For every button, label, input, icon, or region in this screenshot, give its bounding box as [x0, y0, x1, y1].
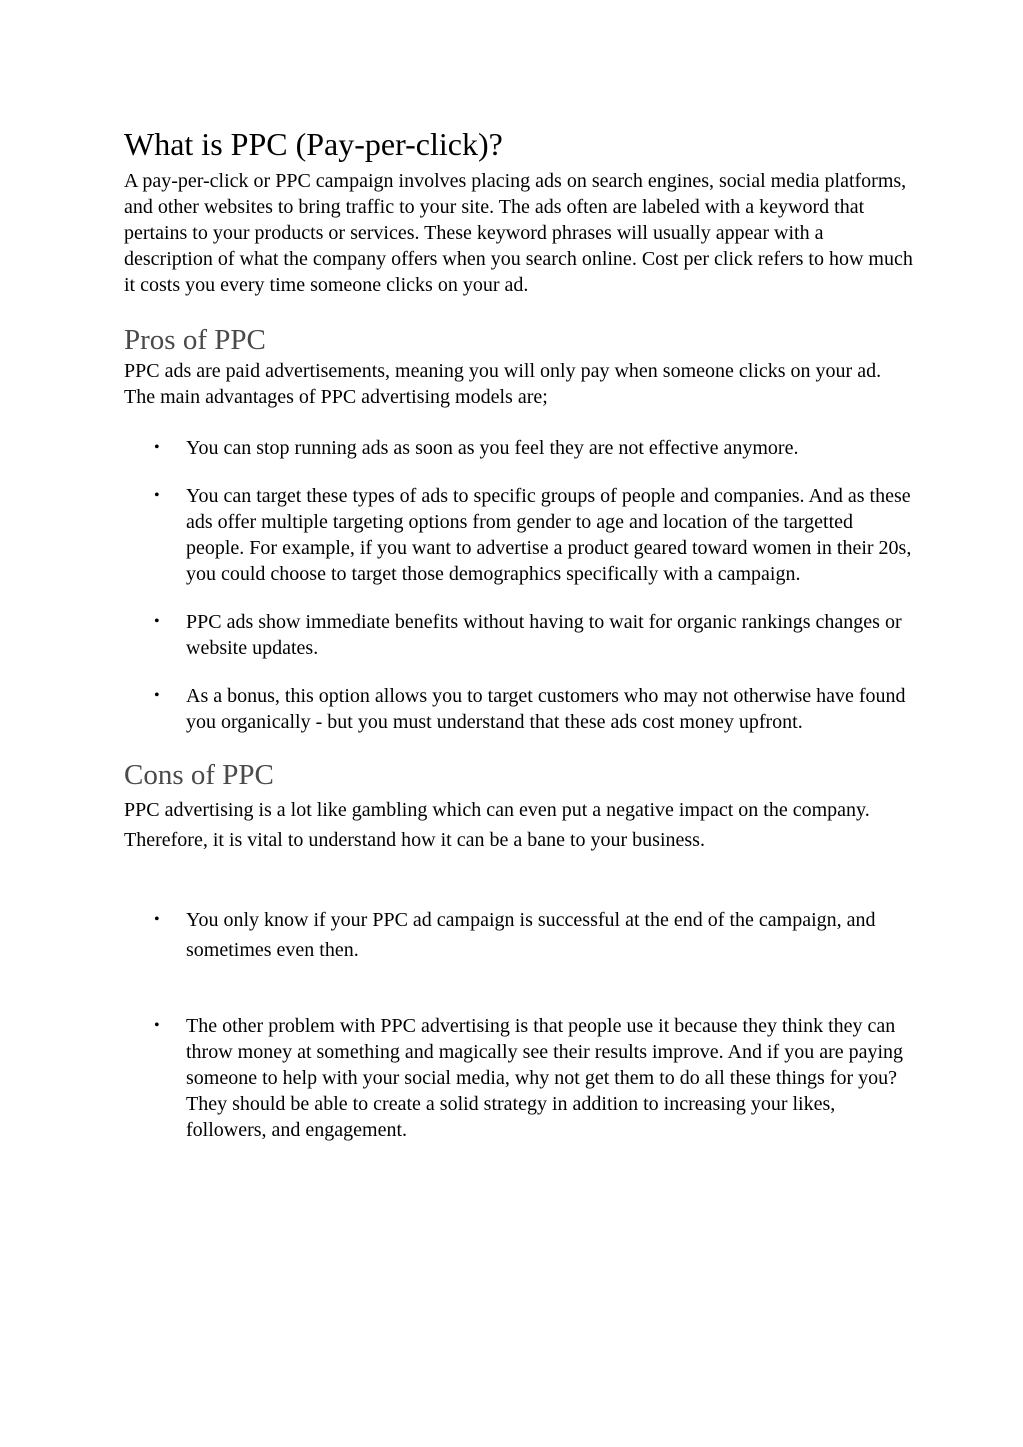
intro-paragraph: A pay-per-click or PPC campaign involves placing ads on search engines, social media platforms, and other websites to bring traffic to your site. The ads often are labeled with a keyword that pertains to your products or services. These keyword phrases will usually appear with a description of what the company offers when you search online. Cost per click refers to how much it costs you every time someone clicks on your ad. [124, 170, 913, 296]
pros-heading: Pros of PPC [124, 324, 266, 356]
bullet-icon: • [154, 687, 160, 704]
list-item-text: You only know if your PPC ad campaign is successful at the end of the campaign, and sometimes even then. [186, 909, 876, 961]
list-item-text: You can stop running ads as soon as you feel they are not effective anymore. [186, 437, 799, 459]
bullet-icon: • [154, 1017, 160, 1034]
list-item [124, 1013, 914, 1143]
list-item-text: As a bonus, this option allows you to target customers who may not otherwise have found you organically - but you must understand that these ads cost money upfront. [186, 685, 906, 733]
list-item [124, 609, 914, 661]
list-item [124, 483, 914, 587]
list-item-text: The other problem with PPC advertising is that people use it because they think they can throw money at something and magically see their results improve. And if you are paying someone to help with your social media, why not get them to do all these things for you? They should be able to create a solid strategy in addition to increasing your likes, followers, and engagement. [186, 1015, 904, 1141]
list-item-text: You can target these types of ads to specific groups of people and companies. And as these ads offer multiple targeting options from gender to age and location of the targetted people. For example, if you want to advertise a product geared toward women in their 20s, you could choose to target those demographics specifically with a campaign. [186, 485, 912, 585]
bullet-icon: • [154, 487, 160, 504]
page-title: What is PPC (Pay-per-click)? [124, 126, 503, 162]
bullet-icon: • [154, 439, 160, 456]
list-item [124, 435, 914, 461]
bullet-icon: • [154, 911, 160, 928]
pros-list [124, 435, 914, 735]
document-content [124, 124, 914, 1143]
list-item-text: PPC ads show immediate benefits without having to wait for organic rankings changes or website updates. [186, 611, 902, 659]
pros-paragraph: PPC ads are paid advertisements, meaning you will only pay when someone clicks on your ad. The main advantages of PPC advertising models are; [124, 360, 882, 408]
cons-heading: Cons of PPC [124, 759, 274, 791]
cons-list [124, 905, 914, 1143]
list-item [124, 905, 914, 965]
cons-paragraph: PPC advertising is a lot like gambling which can even put a negative impact on the company. Therefore, it is vital to understand how it can be a bane to your business. [124, 799, 870, 851]
bullet-icon: • [154, 613, 160, 630]
list-item [124, 683, 914, 735]
